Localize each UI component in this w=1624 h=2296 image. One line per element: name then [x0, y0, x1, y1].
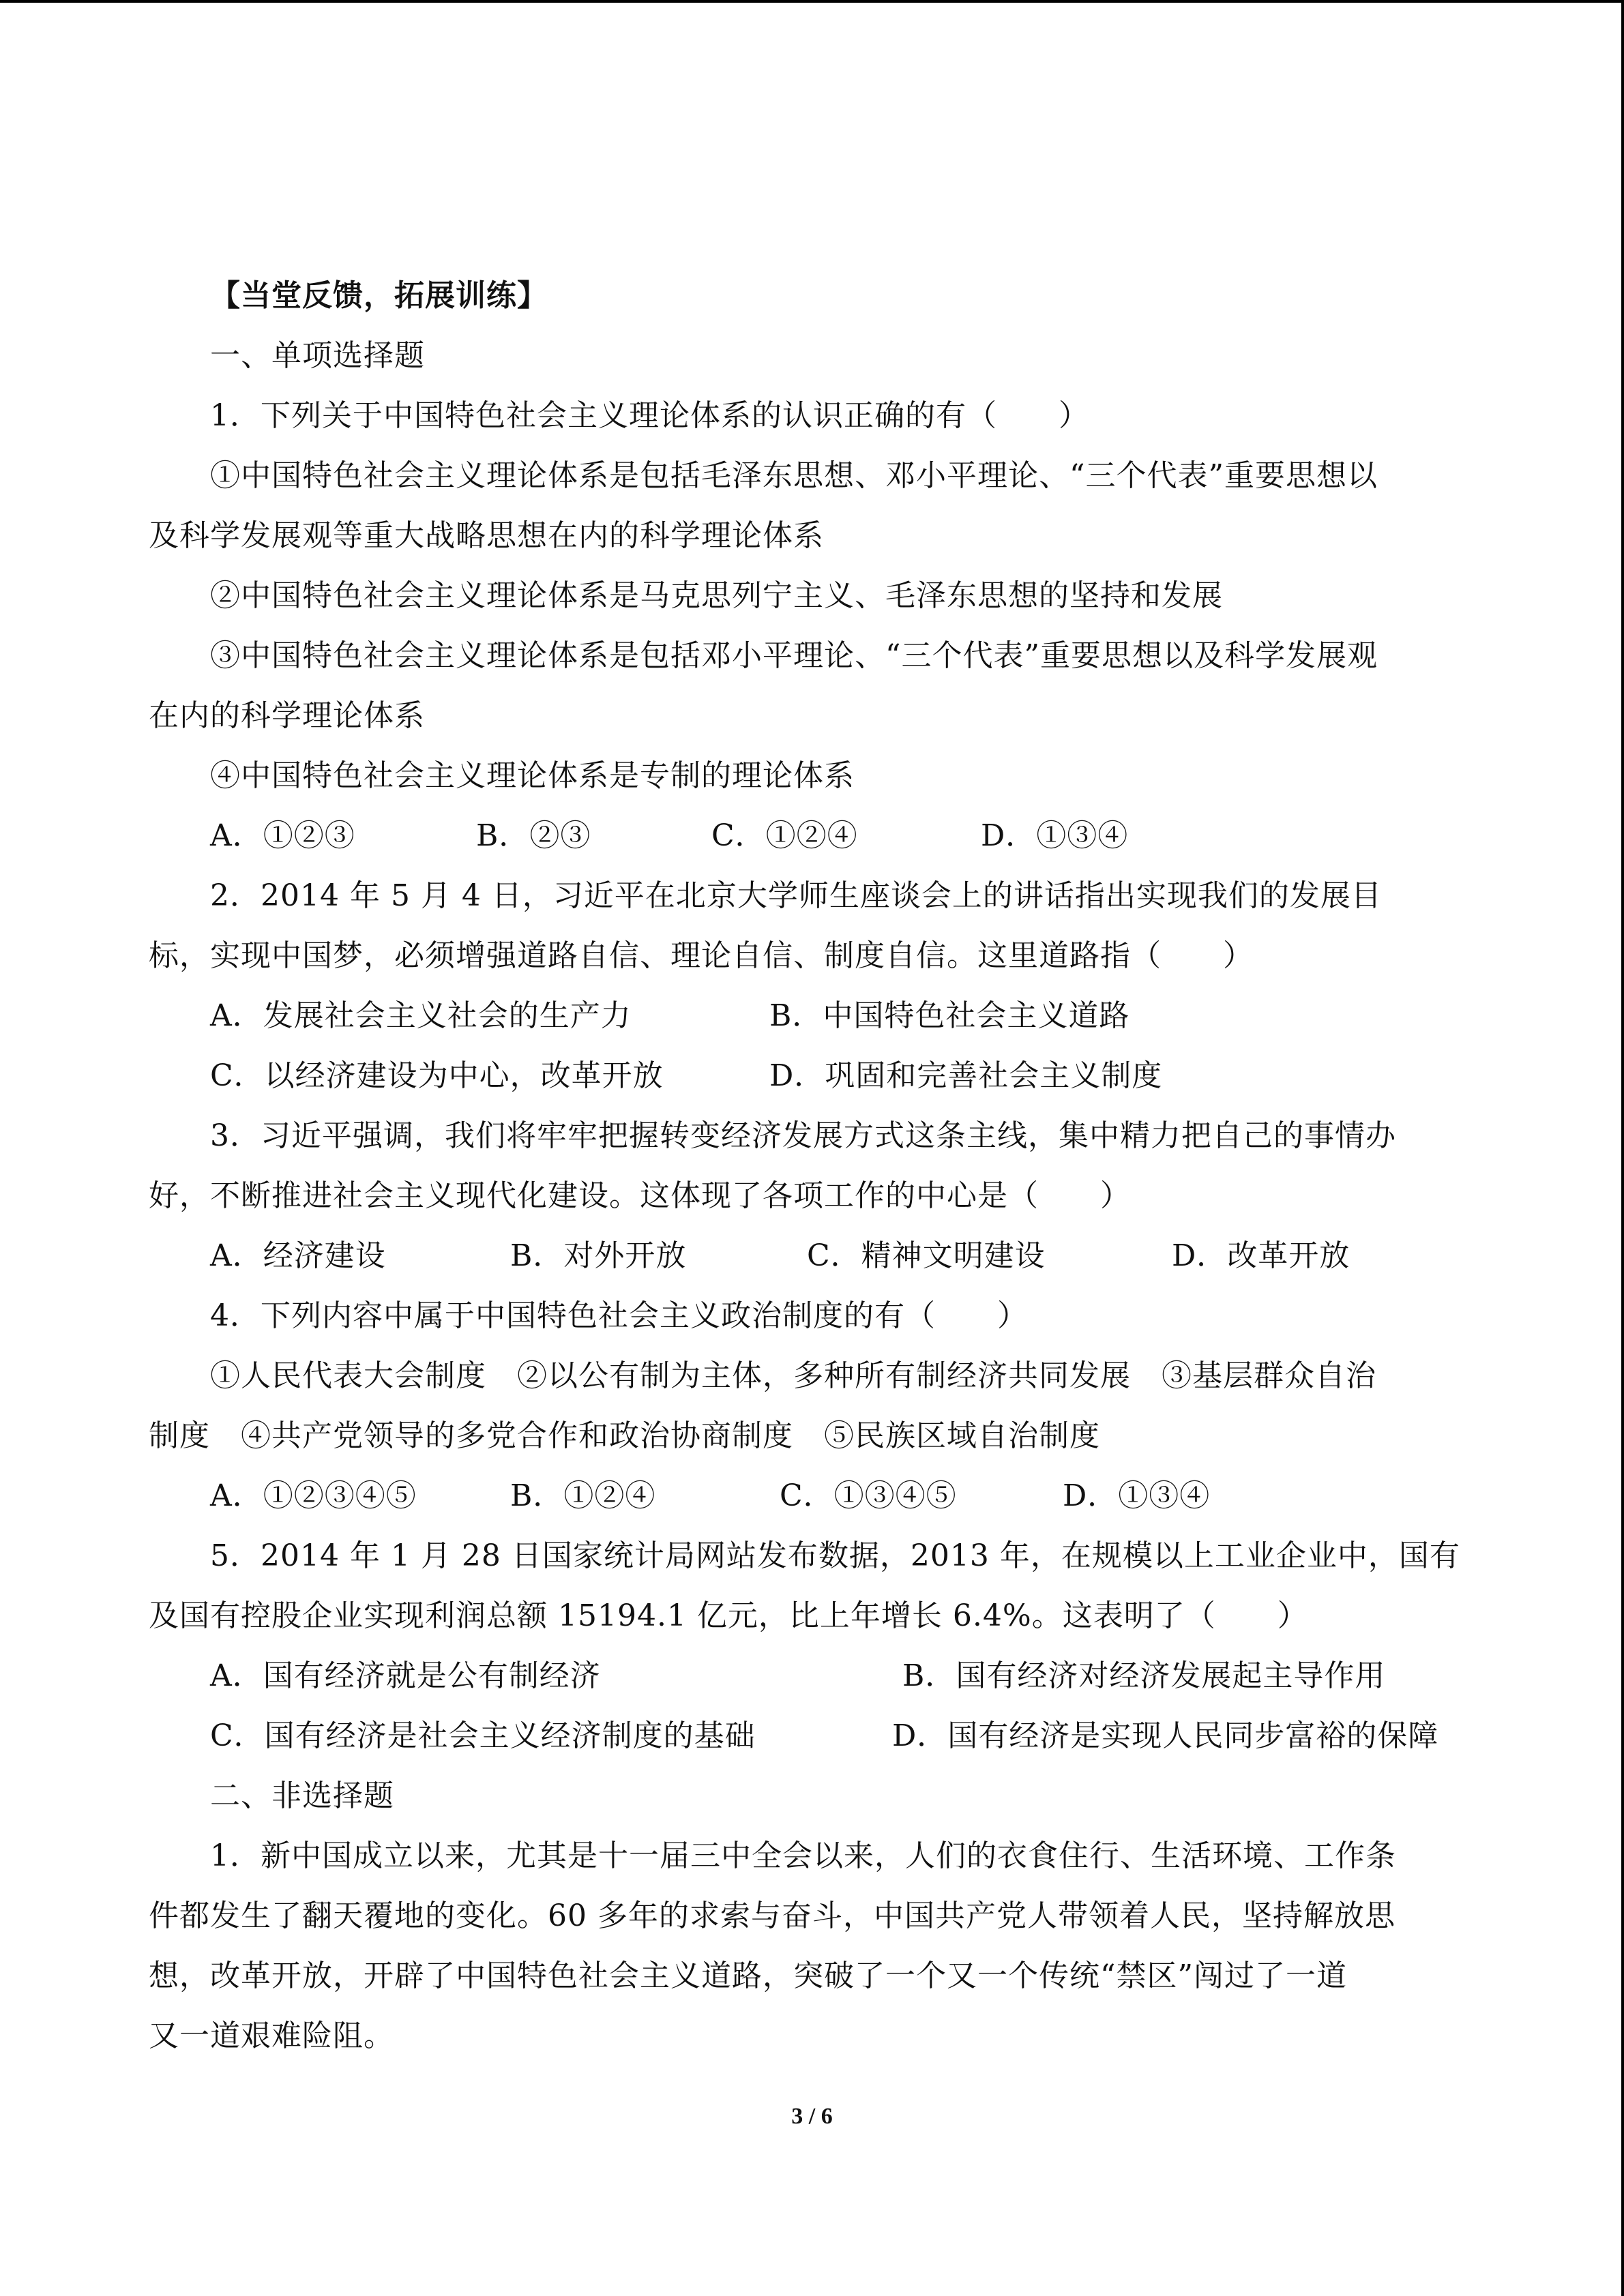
q4-stem: 4．下列内容中属于中国特色社会主义政治制度的有（ ） [210, 1298, 1028, 1333]
q1-stem: 1．下列关于中国特色社会主义理论体系的认识正确的有（ ） [210, 398, 1089, 433]
q2-options-row-2 [149, 1046, 1475, 1106]
q1-option-b: B．②③ [476, 818, 591, 853]
q4-items: ①人民代表大会制度 ②以公有制为主体，多种所有制经济共同发展 ③基层群众自治 [210, 1358, 1376, 1393]
q3-stem: 3．习近平强调，我们将牢牢把握转变经济发展方式这条主线，集中精力把自己的事情办 [210, 1118, 1396, 1153]
q5-stem: 5．2014 年 1 月 28 日国家统计局网站发布数据，2013 年，在规模以上工业企业中，国有 [210, 1538, 1460, 1573]
document-body [149, 266, 1475, 2066]
p2q1-line-3: 想，改革开放，开辟了中国特色社会主义道路，突破了一个又一个传统“禁区”闯过了一道 [149, 1958, 1347, 1993]
q1-option-a: A．①②③ [210, 818, 355, 853]
q5-options-row-1 [149, 1646, 1475, 1706]
q1-options [149, 806, 1475, 866]
page-top-border [0, 0, 1624, 3]
q1-statement-3-cont: 在内的科学理论体系 [149, 698, 425, 733]
q3-option-c: C．精神文明建设 [807, 1238, 1046, 1273]
q2-option-d: D．巩固和完善社会主义制度 [769, 1058, 1163, 1093]
q1-statement-3: ③中国特色社会主义理论体系是包括邓小平理论、“三个代表”重要思想以及科学发展观 [210, 638, 1378, 673]
q4-option-b: B．①②④ [510, 1478, 656, 1513]
q2-option-b: B．中国特色社会主义道路 [769, 998, 1130, 1033]
q5-stem-cont: 及国有控股企业实现利润总额 15194.1 亿元，比上年增长 6.4%。这表明了（ ） [149, 1598, 1308, 1633]
q5-option-d: D．国有经济是实现人民同步富裕的保障 [892, 1718, 1439, 1753]
q1-statement-1: ①中国特色社会主义理论体系是包括毛泽东思想、邓小平理论、“三个代表”重要思想以 [210, 458, 1378, 493]
q4-option-c: C．①③④⑤ [780, 1478, 957, 1513]
p2q1-line-1: 1．新中国成立以来，尤其是十一届三中全会以来，人们的衣食住行、生活环境、工作条 [210, 1838, 1396, 1873]
q4-options [149, 1466, 1475, 1526]
q1-statement-4: ④中国特色社会主义理论体系是专制的理论体系 [210, 758, 855, 793]
page-right-border [1621, 0, 1624, 2296]
q2-option-a: A．发展社会主义社会的生产力 [210, 998, 632, 1033]
part2-title: 二、非选择题 [210, 1778, 394, 1813]
q5-options-row-2 [149, 1706, 1475, 1766]
section-title: 【当堂反馈，拓展训练】 [210, 278, 548, 313]
q3-options [149, 1226, 1475, 1286]
p2q1-line-4: 又一道艰难险阻。 [149, 2018, 394, 2053]
q2-stem-cont: 标，实现中国梦，必须增强道路自信、理论自信、制度自信。这里道路指（ ） [149, 938, 1254, 973]
q2-stem: 2．2014 年 5 月 4 日，习近平在北京大学师生座谈会上的讲话指出实现我们的发展目 [210, 878, 1382, 913]
q3-option-a: A．经济建设 [210, 1238, 386, 1273]
q2-options-row-1 [149, 986, 1475, 1046]
q3-stem-cont: 好，不断推进社会主义现代化建设。这体现了各项工作的中心是（ ） [149, 1178, 1131, 1213]
q4-option-a: A．①②③④⑤ [210, 1478, 417, 1513]
page-number: 3 / 6 [791, 2104, 833, 2129]
q5-option-a: A．国有经济就是公有制经济 [210, 1658, 601, 1693]
q4-items-cont: 制度 ④共产党领导的多党合作和政治协商制度 ⑤民族区域自治制度 [149, 1418, 1100, 1453]
q4-option-d: D．①③④ [1063, 1478, 1211, 1513]
q5-option-c: C．国有经济是社会主义经济制度的基础 [210, 1718, 756, 1753]
q1-option-c: C．①②④ [711, 818, 858, 853]
q1-statement-2: ②中国特色社会主义理论体系是马克思列宁主义、毛泽东思想的坚持和发展 [210, 578, 1223, 613]
q1-option-d: D．①③④ [981, 818, 1129, 853]
q3-option-d: D．改革开放 [1172, 1238, 1350, 1273]
q3-option-b: B．对外开放 [510, 1238, 687, 1273]
q1-statement-1-cont: 及科学发展观等重大战略思想在内的科学理论体系 [149, 518, 824, 553]
q5-option-b: B．国有经济对经济发展起主导作用 [902, 1658, 1386, 1693]
p2q1-line-2: 件都发生了翻天覆地的变化。60 多年的求索与奋斗，中国共产党人带领着人民，坚持解放思 [149, 1898, 1396, 1933]
q2-option-c: C．以经济建设为中心，改革开放 [210, 1058, 664, 1093]
part1-title: 一、单项选择题 [210, 338, 425, 373]
